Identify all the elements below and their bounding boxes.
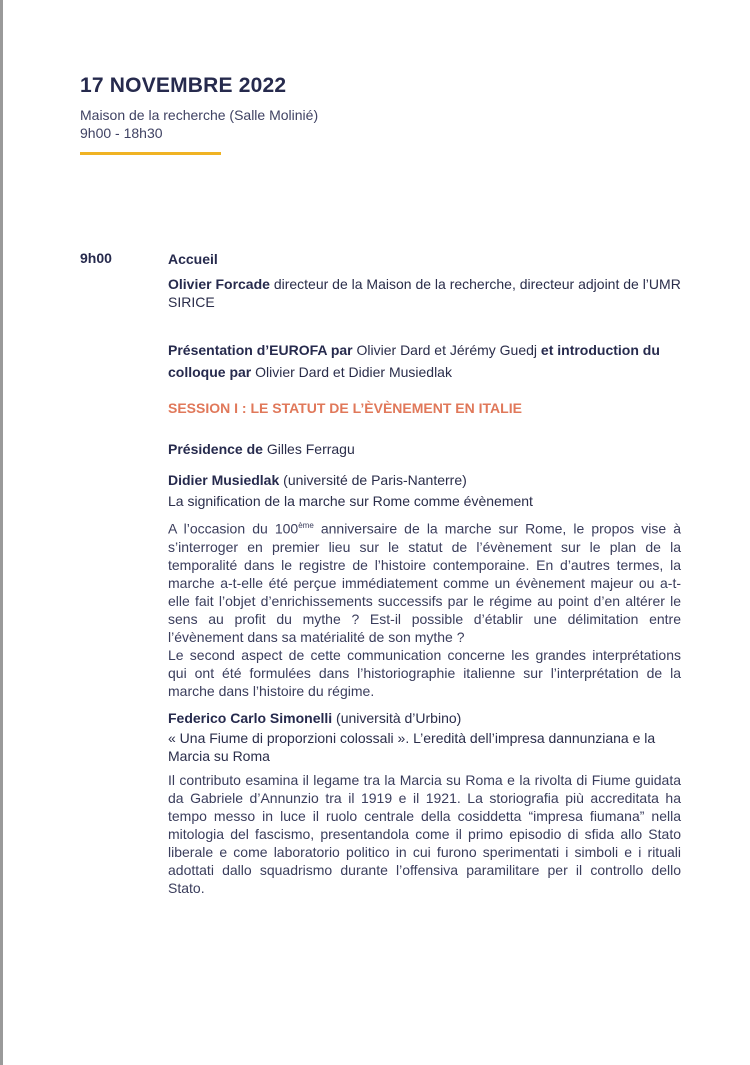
talk-abstract: Il contributo esamina il legame tra la Marcia su Roma e la rivolta di Fiume guidata da Gabriele d’Annunzio tra il 1919 e il 1921. La storiografia più accreditata ha tempo messo in luce il ruolo centrale della cosiddetta “impresa fiumana” nella mitologia del fascismo, presentandola come il primo episodio di sfida allo Stato liberale e come laboratorio politico in cui furono sperimentati i simboli e i rituali adottati dallo squadrismo durante l’offensiva paramilitare per il controllo dello Stato. <box>168 771 681 896</box>
talk-speaker <box>168 709 681 727</box>
schedule-time: 9h00 <box>80 250 112 266</box>
introduction-names: Olivier Dard et Didier Musiedlak <box>255 364 452 380</box>
event-date-heading: 17 NOVEMBRE 2022 <box>80 74 287 97</box>
talk-title: La signification de la marche sur Rome comme évènement <box>168 493 533 509</box>
presidence-label: Présidence de <box>168 441 267 457</box>
talk-speaker <box>168 471 681 489</box>
accueil-title: Accueil <box>168 251 218 267</box>
presentation-names: Olivier Dard et Jérémy Guedj <box>356 342 538 358</box>
session-presidence <box>168 440 681 458</box>
presidence-name: Gilles Ferragu <box>266 441 355 457</box>
page-left-border <box>0 0 3 1065</box>
talk-speaker-name: Federico Carlo Simonelli <box>168 709 333 726</box>
session-title: SESSION I : LE STATUT DE L’ÈVÈNEMENT EN ITALIE <box>168 400 522 416</box>
schedule-content <box>168 250 681 897</box>
event-venue: Maison de la recherche (Salle Molinié) <box>80 107 319 123</box>
talk-title: « Una Fiume di proporzioni colossali ». L’eredità dell’impresa dannunziana e la Marcia su Roma <box>168 729 656 764</box>
talk-speaker-name: Didier Musiedlak <box>168 472 280 488</box>
talk-speaker-affiliation: (università d’Urbino) <box>332 709 462 726</box>
talk-speaker-affiliation: (université de Paris-Nanterre) <box>279 472 467 488</box>
talk-abstract <box>168 517 681 646</box>
introduction-label: et introduction du colloque par <box>168 342 660 380</box>
event-time-range: 9h00 - 18h30 <box>80 125 163 141</box>
accueil-speaker <box>168 275 681 311</box>
accent-underline <box>80 152 221 155</box>
presentation-label: Présentation d’EUROFA par <box>168 342 357 358</box>
accueil-speaker-role: directeur de la Maison de la recherche, directeur adjoint de l’UMR SIRICE <box>168 276 681 310</box>
ordinal-superscript: ème <box>298 521 314 530</box>
abstract-text: anniversaire de la marche sur Rome, le propos vise à s’interroger en premier lieu sur le statut de l’évènement sur le plan de la temporalité dans le registre de l’histoire contemporaine. En d’autres termes, la marche a-t-elle été perçue immédiatement comme un évènement majeur ou a-t-elle fait l’objet d’enrichissements successifs par le régime au point d’en altérer le sens au profit du mythe ? Est-il possible d’établir une délimitation entre l’évènement dans sa matérialité de son mythe ? <box>168 520 681 645</box>
talk-abstract-continued: Le second aspect de cette communication concerne les grandes interprétations qui ont été formulées dans l’historiographie italienne sur l’interprétation de la marche dans l’histoire du régime. <box>168 646 681 699</box>
accueil-speaker-name: Olivier Forcade <box>168 276 270 292</box>
abstract-text: A l’occasion du 100 <box>168 520 299 537</box>
presentation-line <box>168 339 681 383</box>
